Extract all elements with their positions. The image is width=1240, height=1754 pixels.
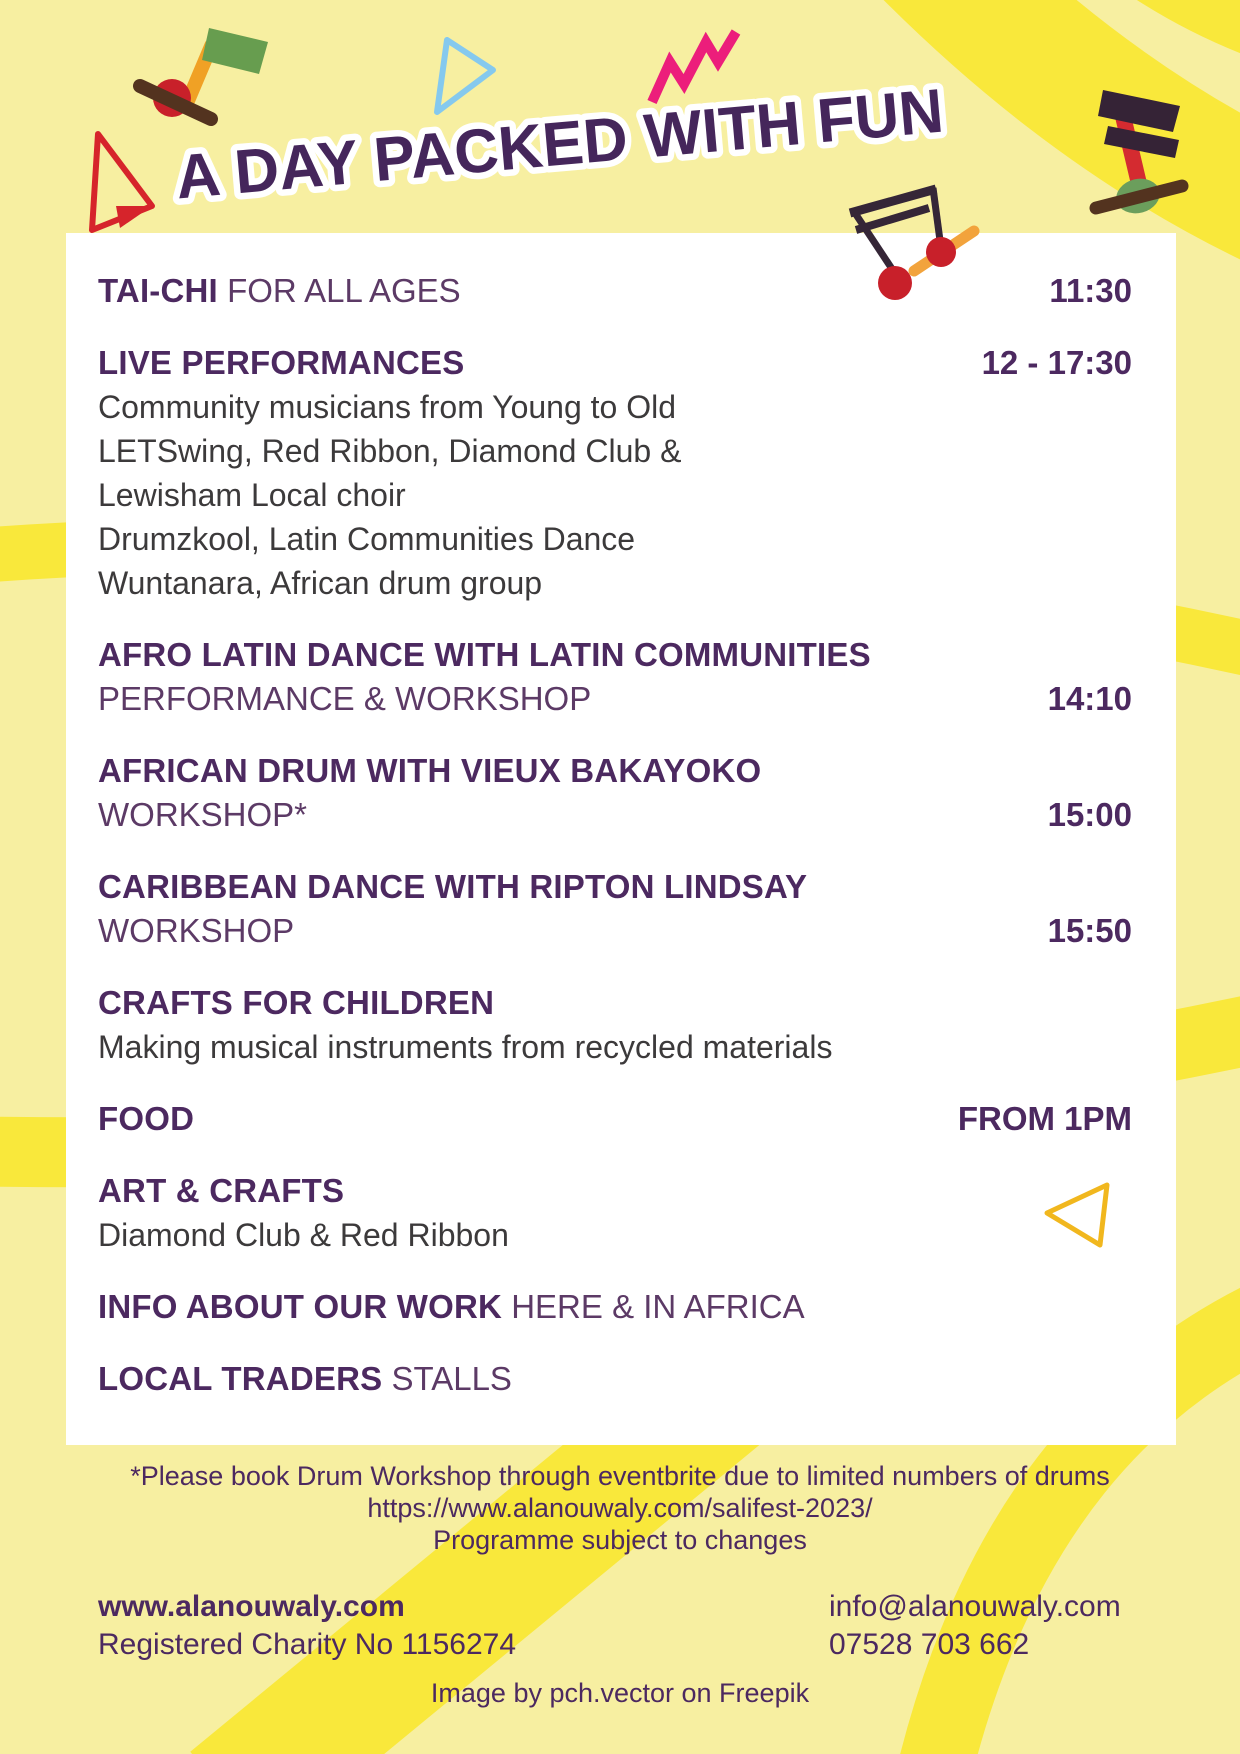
- page-title: A DAY PACKED WITH FUN: [172, 75, 955, 213]
- footer-right-column: [829, 1588, 1121, 1664]
- schedule-item-local-traders: [98, 1357, 1132, 1401]
- item-title: TAI-CHI: [98, 272, 218, 309]
- item-title: INFO ABOUT OUR WORK: [98, 1288, 503, 1325]
- charity-number: Registered Charity No 1156274: [98, 1628, 517, 1661]
- item-description-line: Drumzkool, Latin Communities Dance: [98, 521, 636, 557]
- item-subtitle: WORKSHOP*: [98, 796, 308, 833]
- image-credit: Image by pch.vector on Freepik: [430, 1678, 810, 1708]
- schedule-item-food: [98, 1097, 1132, 1141]
- item-description-line: Making musical instruments from recycled materials: [98, 1029, 833, 1065]
- item-title-rest: STALLS: [382, 1360, 512, 1397]
- item-description-line: Lewisham Local choir: [98, 477, 406, 513]
- item-title: AFRICAN DRUM WITH VIEUX BAKAYOKO: [98, 752, 762, 789]
- item-title: FOOD: [98, 1100, 195, 1137]
- item-description-line: Wuntanara, African drum group: [98, 565, 543, 601]
- schedule-item-afro-latin-dance: [98, 633, 1132, 721]
- item-subtitle: PERFORMANCE & WORKSHOP: [98, 680, 592, 717]
- contact-email: info@alanouwaly.com: [829, 1590, 1121, 1623]
- item-description-line: Diamond Club & Red Ribbon: [98, 1217, 509, 1253]
- item-time: 14:10: [1047, 680, 1132, 717]
- website-url: www.alanouwaly.com: [98, 1590, 405, 1623]
- item-title: ART & CRAFTS: [98, 1172, 345, 1209]
- schedule-item-taichi: [98, 269, 1132, 313]
- schedule-item-art-crafts: [98, 1169, 1132, 1257]
- schedule-item-african-drum: [98, 749, 1132, 837]
- schedule-item-live-performances: [98, 341, 1132, 605]
- item-title-rest: FOR ALL AGES: [217, 272, 461, 309]
- item-time: FROM 1PM: [957, 1100, 1132, 1137]
- swoosh-top-right: [860, 0, 1240, 240]
- contact-phone: 07528 703 662: [829, 1628, 1030, 1661]
- item-title: AFRO LATIN DANCE WITH LATIN COMMUNITIES: [98, 636, 871, 673]
- drum-workshop-note: *Please book Drum Workshop through eventbrite due to limited numbers of drums: [130, 1461, 1110, 1491]
- item-title: CRAFTS FOR CHILDREN: [98, 984, 495, 1021]
- item-time: 15:50: [1047, 912, 1132, 949]
- programme-note: Programme subject to changes: [433, 1525, 807, 1555]
- item-description-line: LETSwing, Red Ribbon, Diamond Club &: [98, 433, 682, 469]
- schedule-item-crafts-for-children: [98, 981, 1132, 1069]
- item-title: CARIBBEAN DANCE WITH RIPTON LINDSAY: [98, 868, 808, 905]
- item-time: 12 - 17:30: [981, 344, 1132, 381]
- footer-notes: [0, 1460, 1240, 1556]
- item-time: 11:30: [1049, 272, 1132, 309]
- item-title-rest: HERE & IN AFRICA: [502, 1288, 805, 1325]
- item-title: LOCAL TRADERS: [98, 1360, 383, 1397]
- item-title: LIVE PERFORMANCES: [98, 344, 465, 381]
- footer-left-column: [98, 1588, 516, 1664]
- item-description-line: Community musicians from Young to Old: [98, 389, 677, 425]
- schedule-card: [66, 233, 1176, 1445]
- item-time: 15:00: [1047, 796, 1132, 833]
- schedule-item-caribbean-dance: [98, 865, 1132, 953]
- item-subtitle: WORKSHOP: [98, 912, 295, 949]
- booking-url: https://www.alanouwaly.com/salifest-2023/: [367, 1493, 873, 1523]
- schedule-item-info-about-work: [98, 1285, 1132, 1329]
